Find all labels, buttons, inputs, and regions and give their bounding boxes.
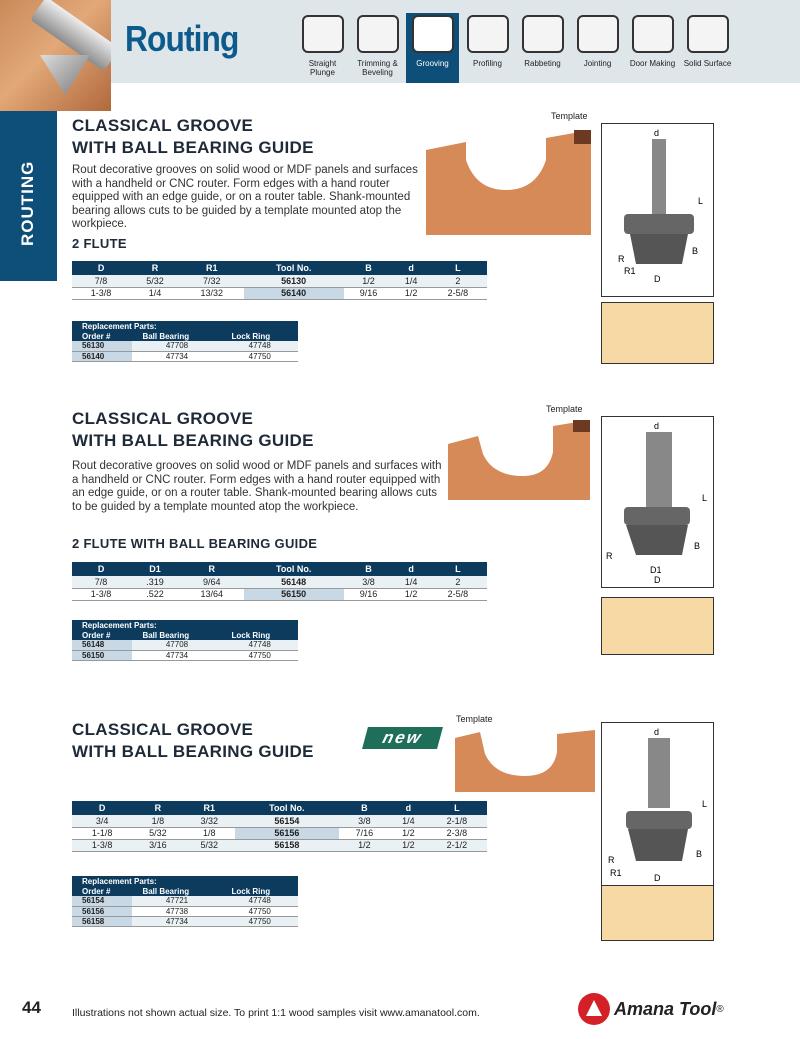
col-header: B <box>339 801 390 815</box>
col-header: D <box>72 261 130 275</box>
cell: 47734 <box>132 916 221 926</box>
tool-number-cell: 56148 <box>244 576 344 588</box>
cell: 47750 <box>222 906 299 916</box>
cell: 47750 <box>222 916 299 926</box>
cell: 13/64 <box>180 588 244 600</box>
cell: 47708 <box>132 341 221 351</box>
replacement-table-3 <box>72 876 298 927</box>
title-line: WITH BALL BEARING GUIDE <box>72 431 314 450</box>
sidebar-label: ROUTING <box>18 160 37 246</box>
category-label: Trimming & Beveling <box>357 59 398 77</box>
cell: 47721 <box>132 896 221 906</box>
dim-d-label: d <box>654 128 660 138</box>
category-jointing[interactable] <box>571 13 624 83</box>
template-label: Template <box>546 404 583 414</box>
dim-d-label: d <box>654 727 660 737</box>
dim-d-label: d <box>654 421 660 431</box>
col-header: D <box>72 801 132 815</box>
replacement-title: Replacement Parts: <box>72 876 298 886</box>
spec-table-3 <box>72 801 487 852</box>
brand-name: Amana Tool <box>614 998 717 1019</box>
table-row <box>72 906 298 916</box>
cell: 2-1/2 <box>427 839 487 851</box>
col-header: R <box>132 801 183 815</box>
table-row <box>72 588 487 600</box>
dim-L-label: L <box>702 799 708 809</box>
amana-logo-icon <box>578 993 610 1025</box>
col-header: Tool No. <box>244 562 344 576</box>
cell: 2 <box>429 275 487 287</box>
dim-R-label: R <box>608 855 615 865</box>
col-header: d <box>393 261 428 275</box>
section-1-title <box>72 115 314 159</box>
dim-D1-label: D1 <box>650 565 662 575</box>
cell: 2-3/8 <box>427 827 487 839</box>
cell: 1/8 <box>184 827 235 839</box>
category-door-making[interactable] <box>626 13 679 83</box>
cell: 47738 <box>132 906 221 916</box>
cell: 7/32 <box>180 275 244 287</box>
table-row <box>72 576 487 588</box>
cell: 3/8 <box>339 815 390 827</box>
col-header: B <box>344 261 394 275</box>
col-header: R1 <box>180 261 244 275</box>
table-row <box>72 640 298 650</box>
category-straight-plunge[interactable] <box>296 13 349 83</box>
profile-sample-1 <box>601 302 714 364</box>
table-row <box>72 896 298 906</box>
col-header: L <box>427 801 487 815</box>
profiling-icon <box>467 15 509 53</box>
col-header: Lock Ring <box>222 331 299 341</box>
cell: 47734 <box>132 351 221 361</box>
dim-L-label: L <box>698 196 704 206</box>
category-label: Profiling <box>473 59 502 68</box>
footer-note: Illustrations not shown actual size. To print 1:1 wood samples visit www.amanatool.com. <box>72 1007 480 1019</box>
category-grooving[interactable] <box>406 13 459 83</box>
registered-mark: ® <box>716 1003 724 1015</box>
table-row <box>72 275 487 287</box>
cell: 1/2 <box>393 287 428 299</box>
col-header: d <box>393 562 428 576</box>
profile-sample-2 <box>601 597 714 655</box>
jointing-icon <box>577 15 619 53</box>
order-cell: 56130 <box>72 341 132 351</box>
cell: 47748 <box>222 896 299 906</box>
dim-B-label: B <box>694 541 701 551</box>
category-solid-surface[interactable] <box>681 13 734 83</box>
dim-R1-label: R1 <box>610 868 622 878</box>
col-header: Tool No. <box>244 261 344 275</box>
category-label: Solid Surface <box>683 59 732 68</box>
table-row <box>72 839 487 851</box>
col-header: Ball Bearing <box>132 331 221 341</box>
cell: 2 <box>429 576 487 588</box>
table-row <box>72 827 487 839</box>
col-header: R1 <box>184 801 235 815</box>
category-label: Door Making <box>629 59 676 68</box>
router-bit-photo <box>0 0 111 111</box>
profile-sample-3 <box>601 885 714 941</box>
col-header: Lock Ring <box>222 886 299 896</box>
trimming-icon <box>357 15 399 53</box>
section-2-title <box>72 408 314 452</box>
cell: 2-5/8 <box>429 287 487 299</box>
wood-sample-3 <box>455 724 597 794</box>
cell: 47734 <box>132 650 221 660</box>
spec-table-2 <box>72 562 487 601</box>
table-row <box>72 650 298 660</box>
title-line: WITH BALL BEARING GUIDE <box>72 742 314 761</box>
cell: 1-3/8 <box>72 287 130 299</box>
col-header: Order # <box>72 331 132 341</box>
dim-B-label: B <box>696 849 703 859</box>
cell: 9/16 <box>344 287 394 299</box>
order-cell: 56156 <box>72 906 132 916</box>
dim-R-label: R <box>618 254 625 264</box>
section-3-title <box>72 719 314 763</box>
category-label: Straight Plunge <box>308 59 337 77</box>
order-cell: 56154 <box>72 896 132 906</box>
dim-L-label: L <box>702 493 708 503</box>
bit-diagram-3 <box>601 722 714 886</box>
cell: 47750 <box>222 650 299 660</box>
tool-number-cell: 56150 <box>244 588 344 600</box>
col-header: Tool No. <box>235 801 339 815</box>
title-line: CLASSICAL GROOVE <box>72 720 254 739</box>
replacement-title: Replacement Parts: <box>72 620 298 630</box>
cell: 3/16 <box>132 839 183 851</box>
replacement-table-2 <box>72 620 298 661</box>
cell: 1-3/8 <box>72 588 130 600</box>
tool-number-cell: 56140 <box>244 287 344 299</box>
cell: .319 <box>130 576 180 588</box>
wood-sample-2 <box>448 414 594 502</box>
cell: 1/2 <box>393 588 428 600</box>
col-header: B <box>344 562 394 576</box>
table-row <box>72 287 487 299</box>
cell: 1/4 <box>393 275 428 287</box>
dim-D-label: D <box>654 575 661 585</box>
cell: 1/8 <box>132 815 183 827</box>
cell: 1-1/8 <box>72 827 132 839</box>
section-sidebar <box>0 111 57 281</box>
table-row <box>72 916 298 926</box>
cell: .522 <box>130 588 180 600</box>
cell: 47748 <box>222 640 299 650</box>
table-row <box>72 341 298 351</box>
dim-D-label: D <box>654 274 661 284</box>
col-header: R <box>180 562 244 576</box>
replacement-title: Replacement Parts: <box>72 321 298 331</box>
cell: 1/4 <box>393 576 428 588</box>
col-header: Order # <box>72 886 132 896</box>
cell: 7/8 <box>72 275 130 287</box>
cell: 7/8 <box>72 576 130 588</box>
cell: 9/64 <box>180 576 244 588</box>
section-2-description: Rout decorative grooves on solid wood or MDF panels and surfaces with a handheld or CNC router. Form edges with a hand router equipped with an edge guide, or on a router table. Shank-mounted bearing allows cuts to be guided by a template mounted atop the workpiece. <box>72 460 442 513</box>
category-trimming-beveling[interactable] <box>351 13 404 83</box>
cell: 47748 <box>222 341 299 351</box>
tool-number-cell: 56156 <box>235 827 339 839</box>
category-rabbeting[interactable] <box>516 13 569 83</box>
brand-logo <box>578 993 724 1025</box>
category-profiling[interactable] <box>461 13 514 83</box>
bit-diagram-1 <box>601 123 714 297</box>
order-cell: 56158 <box>72 916 132 926</box>
cell: 1-3/8 <box>72 839 132 851</box>
order-cell: 56148 <box>72 640 132 650</box>
rabbeting-icon <box>522 15 564 53</box>
col-header: Order # <box>72 630 132 640</box>
cell: 2-1/8 <box>427 815 487 827</box>
col-header: Ball Bearing <box>132 630 221 640</box>
cell: 3/4 <box>72 815 132 827</box>
wood-sample-1 <box>426 120 596 240</box>
category-label: Grooving <box>416 59 449 68</box>
page-number: 44 <box>22 998 41 1017</box>
col-header: R <box>130 261 180 275</box>
table-header-row <box>72 261 487 275</box>
straight-plunge-icon <box>302 15 344 53</box>
cell: 5/32 <box>184 839 235 851</box>
dim-D-label: D <box>654 873 661 883</box>
template-label: Template <box>456 714 493 724</box>
spec-table-1 <box>72 261 487 300</box>
template-label: Template <box>551 111 588 121</box>
cell: 7/16 <box>339 827 390 839</box>
cell: 1/2 <box>339 839 390 851</box>
table-row <box>72 815 487 827</box>
cell: 47708 <box>132 640 221 650</box>
title-line: CLASSICAL GROOVE <box>72 409 254 428</box>
category-label: Jointing <box>583 59 612 68</box>
tool-number-cell: 56158 <box>235 839 339 851</box>
replacement-table-1 <box>72 321 298 362</box>
cell: 1/2 <box>344 275 394 287</box>
table-header-row <box>72 801 487 815</box>
tool-number-cell: 56154 <box>235 815 339 827</box>
col-header: L <box>429 261 487 275</box>
section-1-description: Rout decorative grooves on solid wood or MDF panels and surfaces with a handheld or CNC router. Form edges with a hand router equipped with an edge guide, or on a router table. Shank-mounted bearing allows cuts to be guided by a template mounted atop the workpiece. <box>72 164 418 230</box>
order-cell: 56150 <box>72 650 132 660</box>
cell: 5/32 <box>130 275 180 287</box>
section-2-subtitle: 2 FLUTE WITH BALL BEARING GUIDE <box>72 536 318 551</box>
table-header-row <box>72 562 487 576</box>
order-cell: 56140 <box>72 351 132 361</box>
cell: 13/32 <box>180 287 244 299</box>
dim-R-label: R <box>606 551 613 561</box>
door-making-icon <box>632 15 674 53</box>
title-line: CLASSICAL GROOVE <box>72 116 254 135</box>
cell: 5/32 <box>132 827 183 839</box>
cell: 1/4 <box>390 815 427 827</box>
col-header: Lock Ring <box>222 630 299 640</box>
new-badge: new <box>362 727 443 749</box>
category-label: Rabbeting <box>524 59 561 68</box>
cell: 9/16 <box>344 588 394 600</box>
grooving-icon <box>412 15 454 53</box>
col-header: d <box>390 801 427 815</box>
col-header: D <box>72 562 130 576</box>
bit-diagram-2 <box>601 416 714 588</box>
col-header: D1 <box>130 562 180 576</box>
cell: 47750 <box>222 351 299 361</box>
col-header: L <box>429 562 487 576</box>
cell: 3/32 <box>184 815 235 827</box>
tool-number-cell: 56130 <box>244 275 344 287</box>
section-1-subtitle: 2 FLUTE <box>72 236 127 251</box>
title-line: WITH BALL BEARING GUIDE <box>72 138 314 157</box>
col-header: Ball Bearing <box>132 886 221 896</box>
cell: 2-5/8 <box>429 588 487 600</box>
dim-R1-label: R1 <box>624 266 636 276</box>
table-row <box>72 351 298 361</box>
solid-surface-icon <box>687 15 729 53</box>
cell: 1/4 <box>130 287 180 299</box>
cell: 3/8 <box>344 576 394 588</box>
page-title: Routing <box>125 18 239 59</box>
cell: 1/2 <box>390 839 427 851</box>
dim-B-label: B <box>692 246 699 256</box>
cell: 1/2 <box>390 827 427 839</box>
